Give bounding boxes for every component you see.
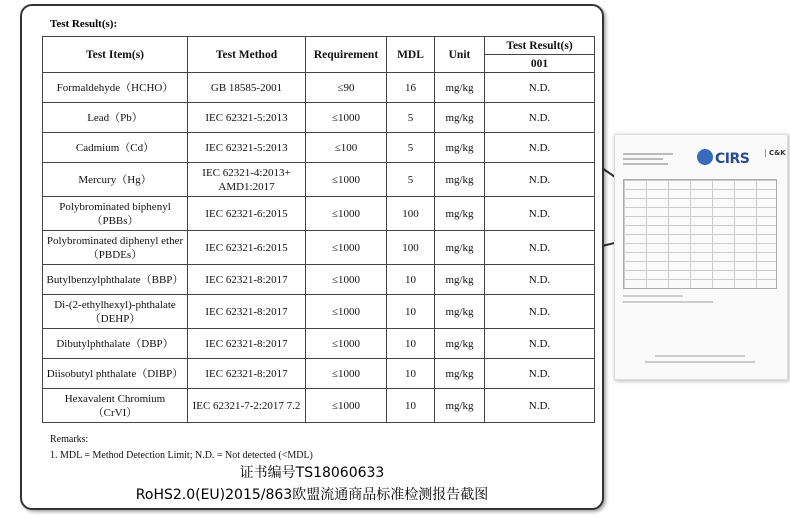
result-cell: N.D. [485,295,595,329]
mdl-cell: 10 [387,389,435,423]
test-method-cell: IEC 62321-6:2015 [188,197,306,231]
test-method-cell: IEC 62321-4:2013+ AMD1:2017 [188,163,306,197]
result-cell: N.D. [485,389,595,423]
table-row [43,359,595,389]
test-method-cell: IEC 62321-5:2013 [188,133,306,163]
requirement-cell: ≤1000 [306,295,387,329]
table-row [43,163,595,197]
test-item-cell: Diisobutyl phthalate（DIBP） [43,359,188,389]
result-cell: N.D. [485,197,595,231]
test-method-cell: IEC 62321-7-2:2017 7.2 [188,389,306,423]
test-method-cell: IEC 62321-8:2017 [188,359,306,389]
header-requirement: Requirement [306,37,387,73]
unit-cell: mg/kg [435,163,485,197]
test-results-table [42,36,595,423]
mdl-cell: 5 [387,163,435,197]
table-row [43,231,595,265]
table-row [43,389,595,423]
result-cell: N.D. [485,329,595,359]
thumbnail-table [623,179,777,289]
test-method-cell: IEC 62321-8:2017 [188,265,306,295]
certificate-number: 证书编号TS18060633 [239,465,385,481]
remarks [50,432,313,464]
mdl-cell: 100 [387,231,435,265]
requirement-cell: ≤1000 [306,265,387,295]
section-heading: Test Result(s): [50,18,118,30]
requirement-cell: ≤1000 [306,329,387,359]
mdl-cell: 5 [387,133,435,163]
header-test-method: Test Method [188,37,306,73]
table-row [43,295,595,329]
test-method-cell: IEC 62321-8:2017 [188,295,306,329]
result-cell: N.D. [485,265,595,295]
requirement-cell: ≤1000 [306,103,387,133]
table-row [43,265,595,295]
cirs-logo-icon [697,149,713,165]
test-method-cell: IEC 62321-6:2015 [188,231,306,265]
test-item-cell: Lead（Pb） [43,103,188,133]
header-unit: Unit [435,37,485,73]
requirement-cell: ≤1000 [306,197,387,231]
table-row [43,73,595,103]
test-method-cell: GB 18585-2001 [188,73,306,103]
result-cell: N.D. [485,73,595,103]
requirement-cell: ≤1000 [306,163,387,197]
mdl-cell: 100 [387,197,435,231]
remarks-title: Remarks: [50,434,89,445]
result-cell: N.D. [485,133,595,163]
unit-cell: mg/kg [435,295,485,329]
result-cell: N.D. [485,359,595,389]
thumbnail-logo: CIRS [715,151,750,167]
mdl-cell: 16 [387,73,435,103]
test-item-cell: Polybrominated biphenyl（PBBs） [43,197,188,231]
test-item-cell: Cadmium（Cd） [43,133,188,163]
mdl-cell: 10 [387,329,435,359]
result-cell: N.D. [485,103,595,133]
remarks-line: 1. MDL = Method Detection Limit; N.D. = Not detected (<MDL) [50,450,313,461]
requirement-cell: ≤90 [306,73,387,103]
mdl-cell: 5 [387,103,435,133]
test-item-cell: Formaldehyde（HCHO） [43,73,188,103]
test-item-cell: Mercury（Hg） [43,163,188,197]
report-caption: RoHS2.0(EU)2015/863欧盟流通商品标准检测报告截图 [135,487,489,503]
report-callout [20,4,604,510]
unit-cell: mg/kg [435,389,485,423]
thumbnail-brand: C&K [765,149,786,157]
header-test-results: Test Result(s) [485,37,595,55]
table-row [43,329,595,359]
test-method-cell: IEC 62321-8:2017 [188,329,306,359]
test-item-cell: Dibutylphthalate（DBP） [43,329,188,359]
test-method-cell: IEC 62321-5:2013 [188,103,306,133]
unit-cell: mg/kg [435,359,485,389]
result-cell: N.D. [485,231,595,265]
unit-cell: mg/kg [435,265,485,295]
table-row [43,197,595,231]
mdl-cell: 10 [387,359,435,389]
requirement-cell: ≤100 [306,133,387,163]
header-sample-id: 001 [485,55,595,73]
mdl-cell: 10 [387,295,435,329]
requirement-cell: ≤1000 [306,231,387,265]
header-mdl: MDL [387,37,435,73]
unit-cell: mg/kg [435,329,485,359]
requirement-cell: ≤1000 [306,359,387,389]
requirement-cell: ≤1000 [306,389,387,423]
result-cell: N.D. [485,163,595,197]
mdl-cell: 10 [387,265,435,295]
report-thumbnail [614,134,788,380]
test-item-cell: Butylbenzylphthalate（BBP） [43,265,188,295]
test-item-cell: Di-(2-ethylhexyl)-phthalate（DEHP） [43,295,188,329]
unit-cell: mg/kg [435,73,485,103]
table-row [43,103,595,133]
test-item-cell: Polybrominated diphenyl ether（PBDEs） [43,231,188,265]
table-row [43,133,595,163]
header-test-item: Test Item(s) [43,37,188,73]
unit-cell: mg/kg [435,231,485,265]
unit-cell: mg/kg [435,133,485,163]
test-item-cell: Hexavalent Chromium（CrVI） [43,389,188,423]
unit-cell: mg/kg [435,197,485,231]
unit-cell: mg/kg [435,103,485,133]
